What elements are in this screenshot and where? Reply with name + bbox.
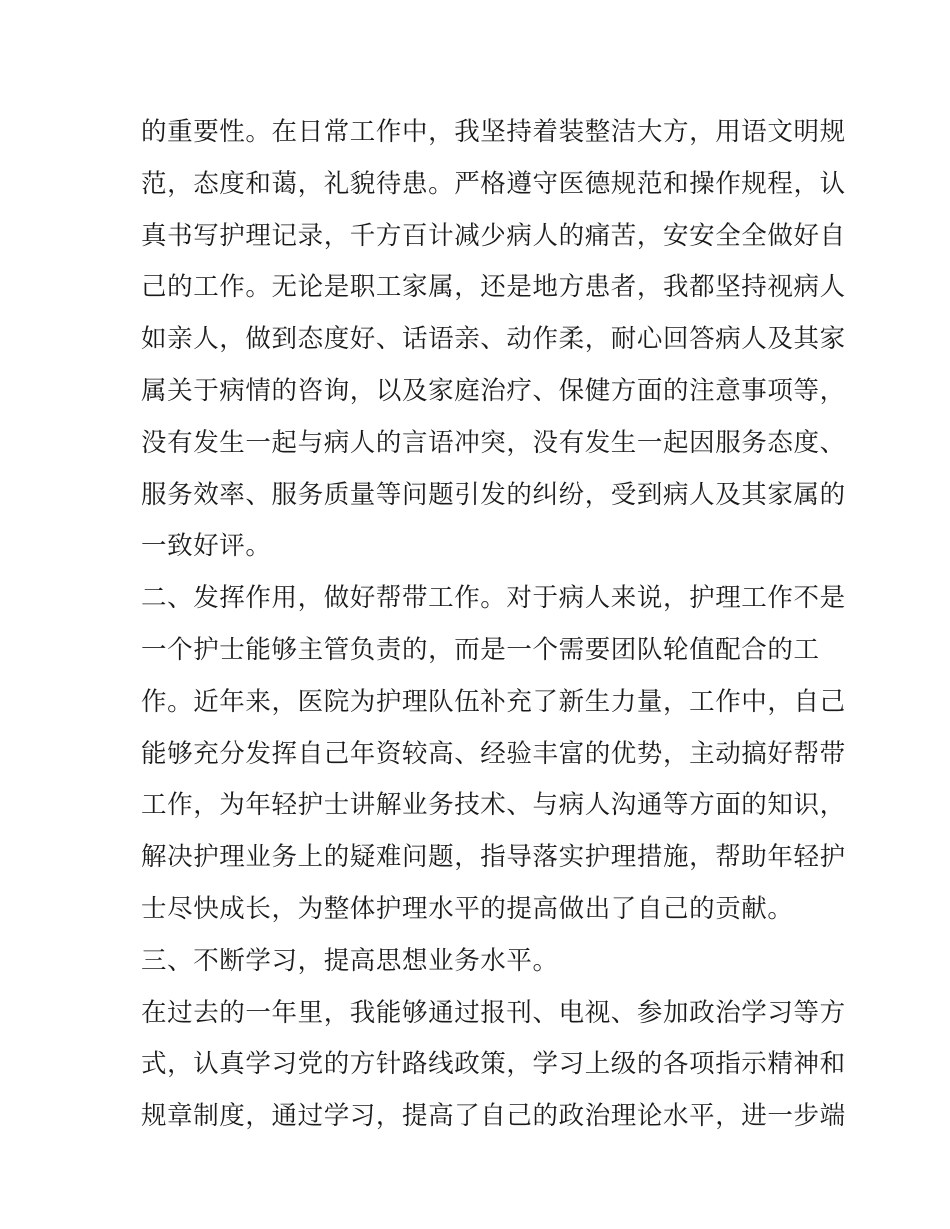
text-line: 式，认真学习党的方针路线政策，学习上级的各项指示精神和	[141, 1049, 846, 1080]
text-line: 的重要性。在日常工作中，我坚持着装整洁大方，用语文明规	[141, 117, 846, 147]
text-line: 作。近年来，医院为护理队伍补充了新生力量，工作中，自己	[141, 686, 846, 717]
section-heading-line: 二、发挥作用，做好帮带工作。对于病人来说，护理工作不是	[141, 583, 846, 614]
text-line: 一个护士能够主管负责的，而是一个需要团队轮值配合的工	[141, 634, 820, 665]
text-line: 规章制度，通过学习，提高了自己的政治理论水平，进一步端	[141, 1101, 846, 1132]
text-line: 工作，为年轻护士讲解业务技术、与病人沟通等方面的知识，	[141, 790, 846, 821]
text-line: 在过去的一年里，我能够通过报刊、电视、参加政治学习等方	[141, 997, 846, 1028]
text-line: 一致好评。	[141, 531, 272, 562]
text-line: 士尽快成长，为整体护理水平的提高做出了自己的贡献。	[141, 893, 794, 924]
body-text	[141, 107, 846, 1143]
text-line: 服务效率、服务质量等问题引发的纠纷，受到病人及其家属的	[141, 479, 846, 510]
text-line: 范，态度和蔼，礼貌待患。严格遵守医德规范和操作规程，认	[141, 168, 846, 199]
text-line: 真书写护理记录，千方百计减少病人的痛苦，安安全全做好自	[141, 220, 846, 251]
text-line: 能够充分发挥自己年资较高、经验丰富的优势，主动搞好帮带	[141, 738, 846, 769]
text-line: 己的工作。无论是职工家属，还是地方患者，我都坚持视病人	[141, 272, 846, 303]
section-heading-line: 三、不断学习，提高思想业务水平。	[141, 945, 559, 976]
text-line: 如亲人，做到态度好、话语亲、动作柔，耐心回答病人及其家	[141, 324, 846, 355]
text-line: 没有发生一起与病人的言语冲突，没有发生一起因服务态度、	[141, 427, 846, 458]
text-line: 属关于病情的咨询，以及家庭治疗、保健方面的注意事项等，	[141, 375, 846, 406]
text-line: 解决护理业务上的疑难问题，指导落实护理措施，帮助年轻护	[141, 842, 846, 873]
